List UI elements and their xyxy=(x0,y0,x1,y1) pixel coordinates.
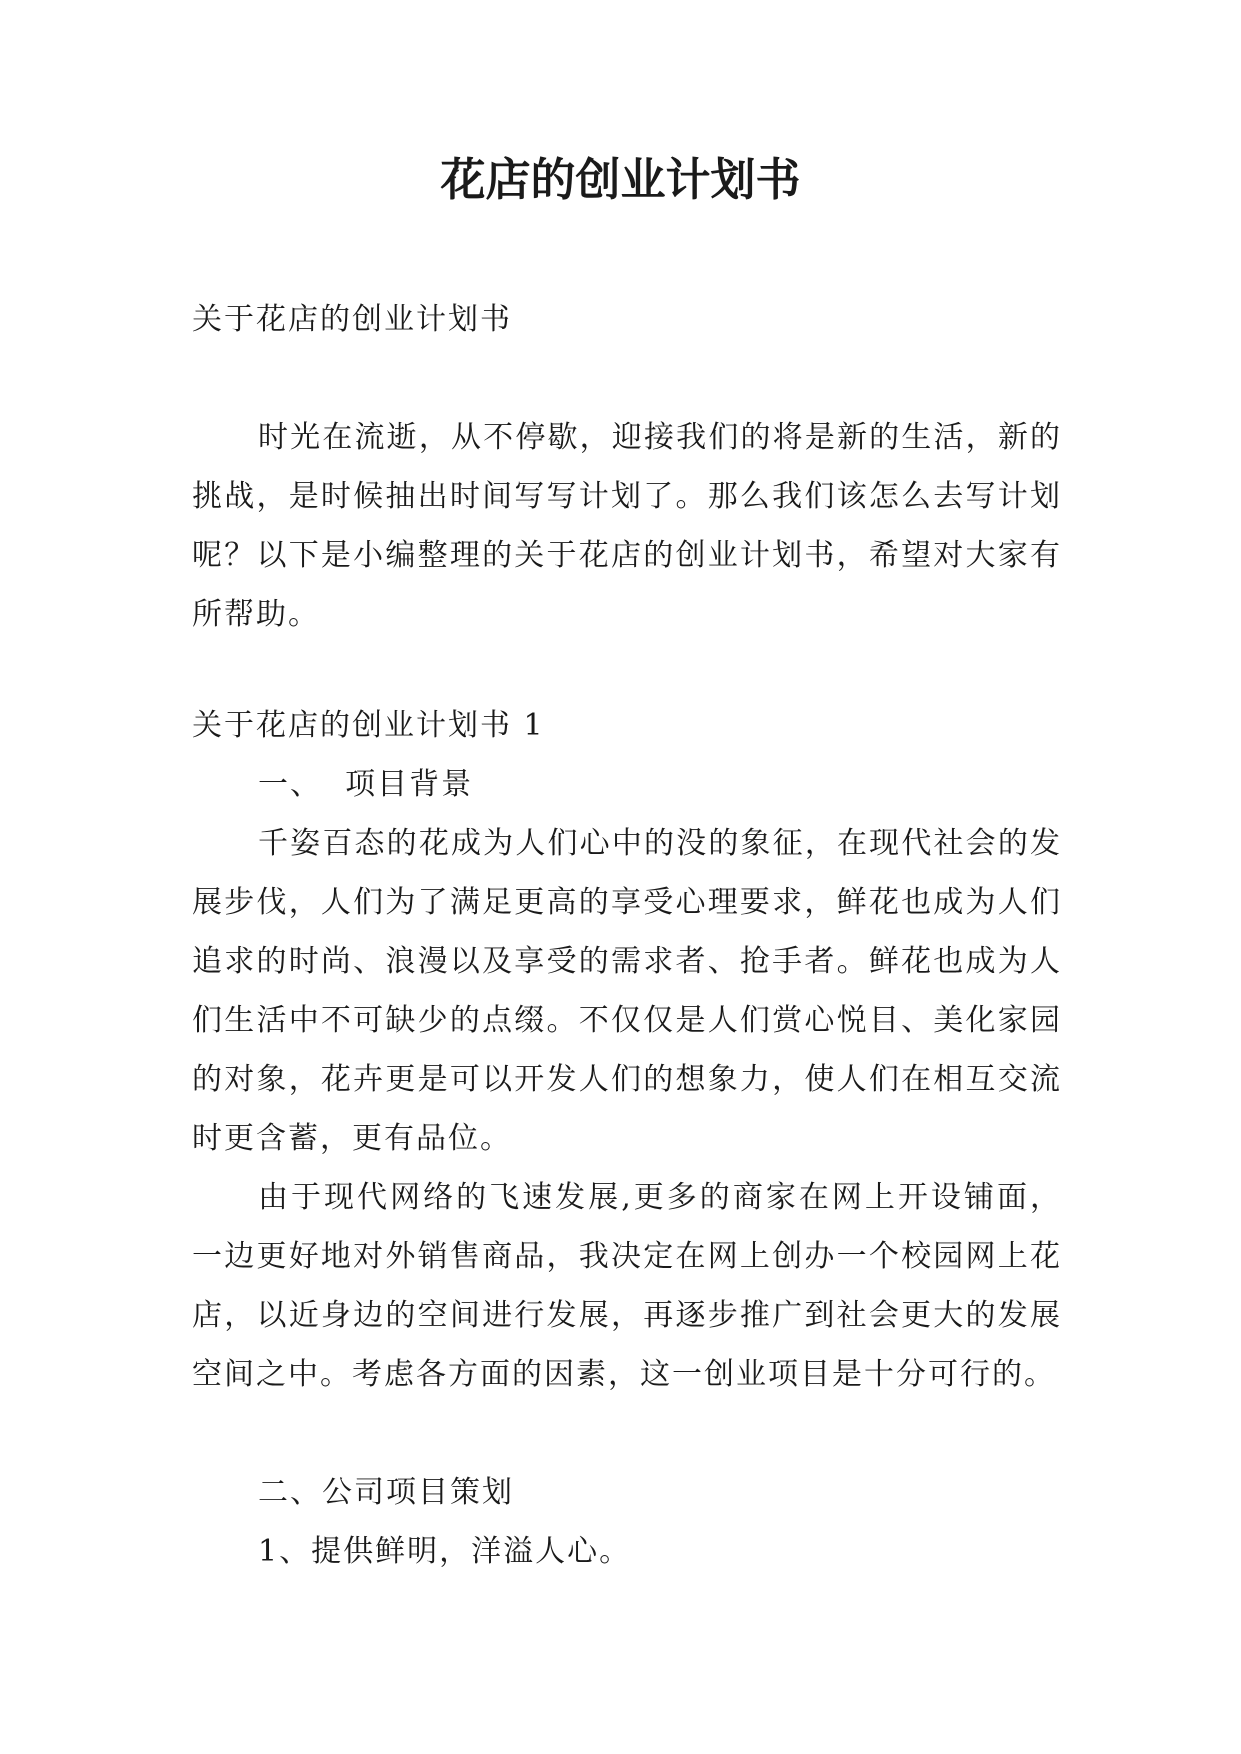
heading-item-1: 1、提供鲜明，洋溢人心。 xyxy=(258,1534,632,1569)
heading-company-planning: 二、公司项目策划 xyxy=(258,1475,514,1510)
document-title: 花店的创业计划书 xyxy=(440,153,801,206)
heading-project-background: 一、 项目背景 xyxy=(258,767,474,802)
background-paragraph-2: 由于现代网络的飞速发展,更多的商家在网上开设铺面，一边更好地对外销售商品，我决定在网上创办一个校园网上花店，以近身边的空间进行发展，再逐步推广到社会更大的发展空间之中。考虑各方面的因素，这一创业项目是十分可行的。 xyxy=(192,1180,1062,1392)
background-paragraph-1: 千姿百态的花成为人们心中的没的象征，在现代社会的发展步伐，人们为了满足更高的享受心理要求，鲜花也成为人们追求的时尚、浪漫以及享受的需求者、抢手者。鲜花也成为人们生活中不可缺少的点缀。不仅仅是人们赏心悦目、美化家园的对象，花卉更是可以开发人们的想象力，使人们在相互交流时更含蓄，更有品位。 xyxy=(192,826,1062,1156)
intro-paragraph: 时光在流逝，从不停歇，迎接我们的将是新的生活，新的挑战，是时候抽出时间写写计划了。那么我们该怎么去写计划呢？以下是小编整理的关于花店的创业计划书，希望对大家有所帮助。 xyxy=(192,420,1062,632)
document-subtitle: 关于花店的创业计划书 xyxy=(192,302,512,337)
section-title: 关于花店的创业计划书 1 xyxy=(192,708,545,743)
